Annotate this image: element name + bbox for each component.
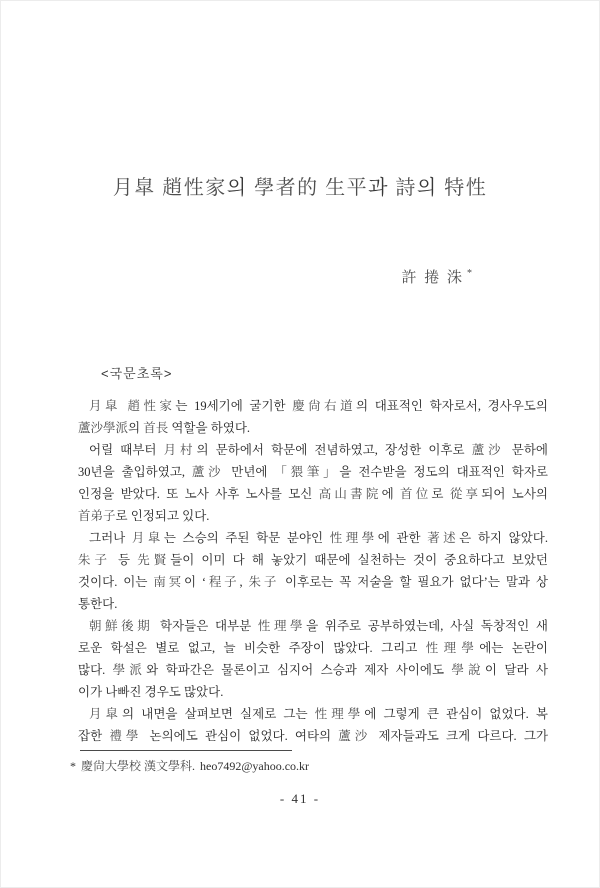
hanja-text: 趙性家 bbox=[127, 399, 176, 413]
author-footnote-marker: * bbox=[467, 268, 472, 279]
paragraph bbox=[78, 527, 548, 615]
hanja-text: 月皐 bbox=[89, 707, 123, 721]
hanja-text: 月村 bbox=[163, 443, 197, 457]
hanja-text: 先賢 bbox=[137, 553, 171, 567]
hanja-text: 慶尙右道 bbox=[292, 399, 357, 413]
hanja-text: 性理學 bbox=[314, 707, 365, 721]
footnote-affiliation: 慶尙大學校 漢文學科. bbox=[81, 759, 196, 773]
footnote-email: heo7492@yahoo.co.kr bbox=[200, 759, 310, 773]
hanja-text: 首位 bbox=[399, 487, 432, 501]
hanja-text: 生平 bbox=[325, 177, 369, 200]
hanja-text: 蘆沙 bbox=[191, 465, 225, 479]
page-number: - 41 - bbox=[279, 791, 321, 806]
hanja-text: 漢文學科 bbox=[144, 759, 193, 773]
paragraph bbox=[78, 703, 548, 747]
text-line: 首弟子로 인정되고 있다. bbox=[78, 509, 210, 523]
hanja-text: 捲 bbox=[424, 270, 442, 286]
text-line: 로운 학설은 별로 없고, 늘 비슷한 주장이 많았다. 그리고 性理學에는 논란이 bbox=[78, 641, 548, 655]
text-line: 朱子 등 先賢들이 이미 다 해 놓았기 때문에 실천하는 것이 중요하다고 보았던 bbox=[78, 553, 549, 567]
hanja-text: 學說 bbox=[451, 663, 485, 677]
text-line: 통한다. bbox=[78, 597, 118, 611]
text-line: 잡한 禮學 논의에도 관심이 없었다. 여타의 蘆沙 제자들과도 크게 다르다. 그가 bbox=[78, 729, 548, 743]
hanja-text: 著述 bbox=[427, 531, 460, 545]
hanja-text: 許 bbox=[401, 270, 419, 286]
hanja-text: 蘆沙學派 bbox=[78, 421, 129, 435]
hanja-text: 蘆沙 bbox=[471, 443, 505, 457]
hanja-text: 首長 bbox=[143, 421, 169, 435]
text-line: 많다. 學派와 학파간은 물론이고 심지어 스승과 제자 사이에도 學說이 달라 사 bbox=[78, 663, 548, 677]
text-line: 月皐의 내면을 살펴보면 실제로 그는 性理學에 그렇게 큰 관심이 없었다. 복 bbox=[89, 707, 548, 721]
author-name bbox=[401, 270, 464, 286]
hanja-text: 洙 bbox=[446, 270, 464, 286]
hanja-text: 性理學 bbox=[329, 531, 378, 545]
hanja-text: 高山書院 bbox=[318, 487, 382, 501]
text-line: 것이다. 이는 南冥이 ‘程子, 朱子 이후로는 꼭 저술을 할 필요가 없다’는 말과 상 bbox=[78, 575, 548, 589]
hanja-text: 朱子 bbox=[248, 575, 280, 589]
text-line: 朝鮮後期 학자들은 대부분 性理學을 위주로 공부하였는데, 사실 독창적인 새 bbox=[89, 619, 548, 633]
hanja-text: 慶尙大學校 bbox=[81, 759, 142, 773]
hanja-text: 月皐 bbox=[112, 177, 156, 200]
paragraph bbox=[78, 615, 548, 703]
hanja-text: 特性 bbox=[444, 177, 488, 200]
paragraph bbox=[78, 395, 548, 439]
hanja-text: 猥筆 bbox=[290, 465, 324, 479]
text-line: 이가 나빠진 경우도 많았다. bbox=[78, 685, 224, 699]
hanja-text: 月皐 bbox=[131, 531, 164, 545]
hanja-text: 朝鮮後期 bbox=[89, 619, 154, 633]
hanja-text: 從享 bbox=[449, 487, 482, 501]
hanja-text: 南冥 bbox=[153, 575, 184, 589]
hanja-text: 性理學 bbox=[425, 641, 480, 655]
hanja-text: 學派 bbox=[112, 663, 147, 677]
text-line: 인정을 받았다. 또 노사 사후 노사를 모신 高山書院에 首位로 從享되어 노사의 bbox=[78, 487, 548, 501]
text-line: 어릴 때부터 月村의 문하에서 학문에 전념하였고, 장성한 이후로 蘆沙 문하에 bbox=[89, 443, 548, 457]
footnote bbox=[70, 757, 309, 774]
hanja-text: 首弟子 bbox=[78, 509, 116, 523]
footnote-marker: * bbox=[70, 759, 76, 773]
hanja-text: 程子 bbox=[206, 575, 240, 589]
hanja-text: 月皐 bbox=[89, 399, 121, 413]
hanja-text: 詩 bbox=[395, 177, 417, 200]
text-line: 月皐 趙性家는 19세기에 굴기한 慶尙右道의 대표적인 학자로서, 경사우도의 bbox=[89, 399, 548, 413]
hanja-text: 趙性家 bbox=[162, 177, 227, 200]
hanja-text: 禮學 bbox=[109, 729, 143, 743]
hanja-text: 性理學 bbox=[257, 619, 307, 633]
paragraph bbox=[78, 439, 548, 527]
text-line: 그러나 月皐는 스승의 주된 학문 분야인 性理學에 관한 著述은 하지 않았다. bbox=[89, 531, 548, 545]
text-line: 蘆沙學派의 首長 역할을 하였다. bbox=[78, 421, 251, 435]
footnote-separator bbox=[80, 750, 292, 751]
page-title: 月皐 趙性家의 學者的 生平과 詩의 特性 bbox=[112, 177, 488, 200]
abstract-body bbox=[78, 395, 548, 747]
hanja-text: 朱子 bbox=[78, 553, 111, 567]
author-line bbox=[401, 266, 472, 287]
abstract-heading: <국문초록> bbox=[101, 366, 173, 381]
hanja-text: 蘆沙 bbox=[338, 729, 372, 743]
hanja-text: 學者的 bbox=[254, 177, 319, 200]
text-line: 30년을 출입하였고, 蘆沙 만년에 「猥筆」을 전수받을 정도의 대표적인 학자로 bbox=[78, 465, 548, 479]
